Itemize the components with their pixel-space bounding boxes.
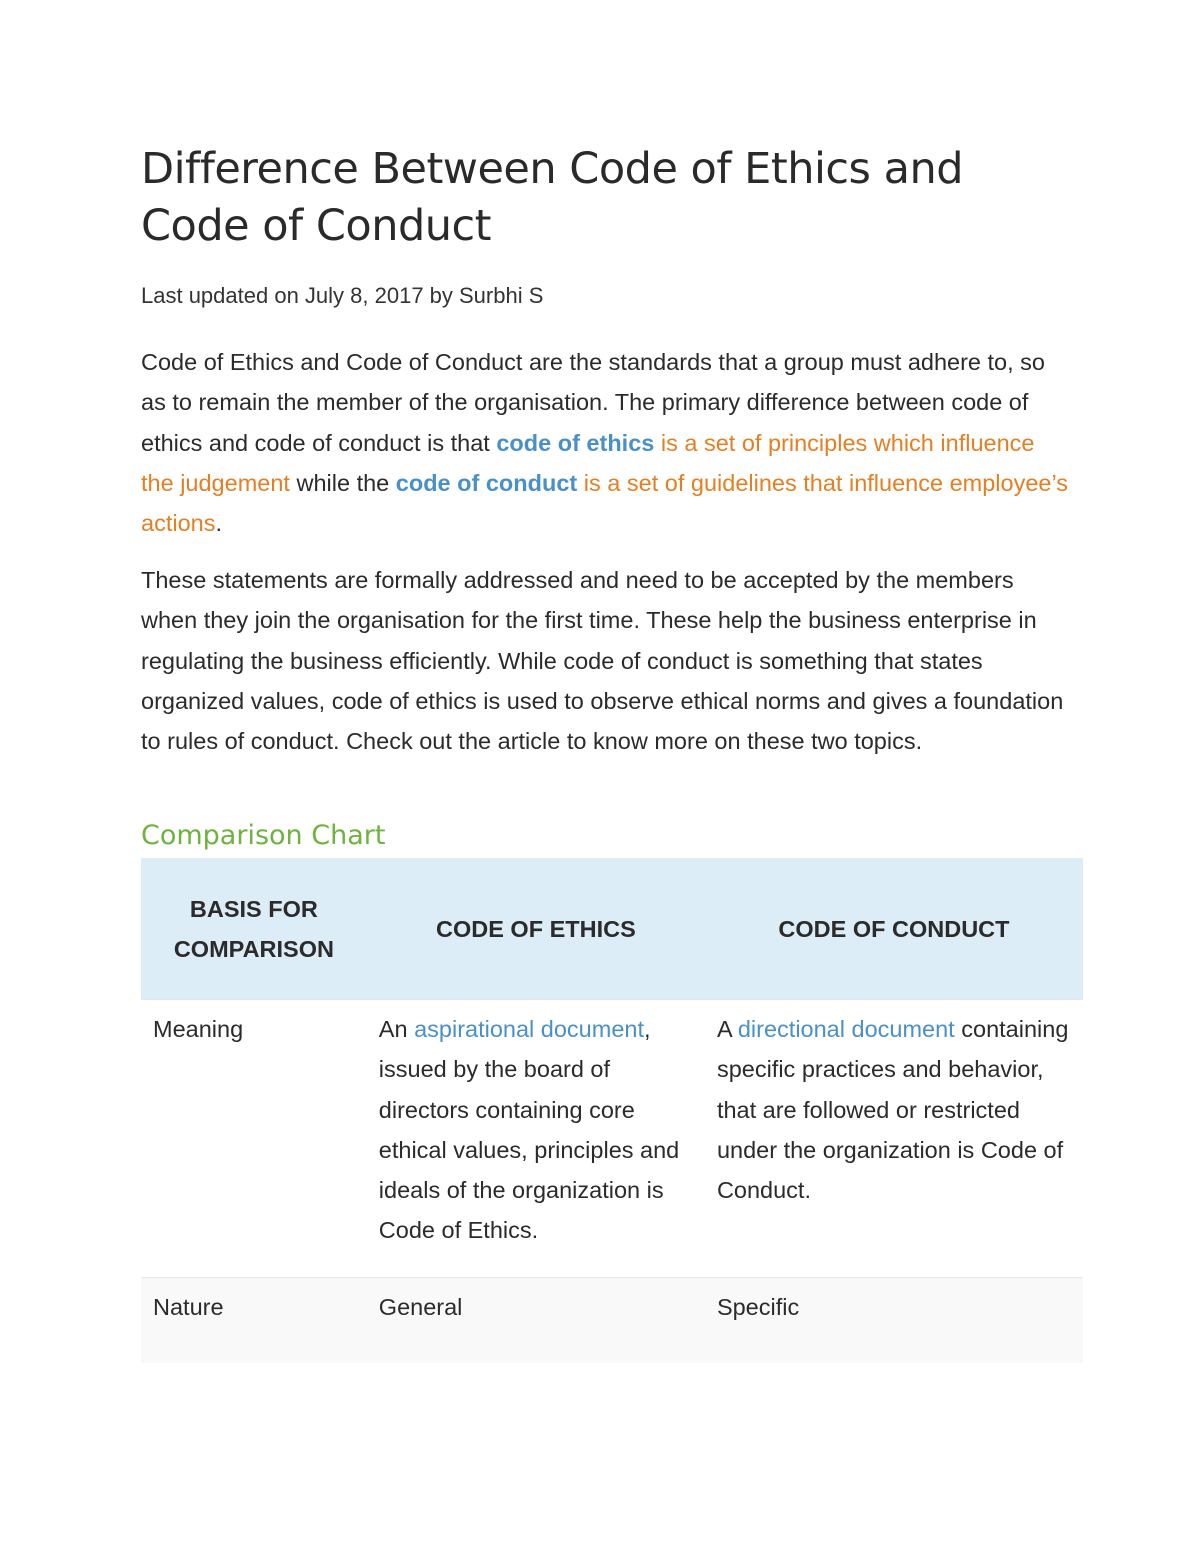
intro-text-1: Code of Ethics and Code of Conduct are the standards that a group must adhere to, so as to remain the member of the organisation. The primary difference between code of ethics and code of conduct is that xyxy=(141,349,1046,456)
comparison-table xyxy=(141,858,1083,1363)
body-paragraph: These statements are formally addressed and need to be accepted by the members when they join the organisation for the first time. These help the business enterprise in regulating the business efficiently. While code of conduct is something that states organized values, code of ethics is used to observe ethical norms and gives a foundation to rules of conduct. Check out the article to know more on these two topics. xyxy=(141,567,1064,755)
table-row xyxy=(141,1000,1083,1278)
page-title: Difference Between Code of Ethics and Code of Conduct xyxy=(141,144,964,251)
directional-document-link[interactable]: directional document xyxy=(737,1016,955,1042)
code-of-conduct-link[interactable]: code of conduct xyxy=(395,469,578,496)
table-header-row xyxy=(141,858,1083,1000)
row-nature-basis: Nature xyxy=(141,1277,367,1363)
intro-text-2: while the xyxy=(289,469,396,496)
section-title: Comparison Chart xyxy=(141,820,386,851)
row-nature-ethics: General xyxy=(367,1277,705,1363)
ethics-definition-highlight: is a set of principles which influence the judgement xyxy=(141,429,1035,496)
aspirational-document-link[interactable]: aspirational document xyxy=(414,1016,644,1042)
intro-text-3: . xyxy=(215,510,222,537)
header-code-of-conduct: CODE OF CONDUCT xyxy=(705,858,1083,1000)
cell-text: A xyxy=(716,1016,738,1042)
cell-text: An xyxy=(378,1016,415,1042)
cell-text: , issued by the board of directors containing core ethical values, principles and ideals of the organization is Code of Ethics. xyxy=(378,1016,680,1244)
table-row xyxy=(141,1277,1083,1363)
cell-text: containing specific practices and behavior, that are followed or restricted under the organization is Code of Conduct. xyxy=(716,1016,1069,1204)
row-meaning-basis: Meaning xyxy=(141,1000,367,1278)
header-code-of-ethics: CODE OF ETHICS xyxy=(367,858,705,1000)
intro-paragraph xyxy=(141,342,1071,543)
header-basis: BASIS FOR COMPARISON xyxy=(141,858,367,1000)
code-of-ethics-link[interactable]: code of ethics xyxy=(496,429,655,456)
post-meta: Last updated on July 8, 2017 by Surbhi S xyxy=(141,283,544,308)
row-nature-conduct: Specific xyxy=(705,1277,1083,1363)
conduct-definition-highlight: is a set of guidelines that influence employee’s actions xyxy=(141,469,1069,537)
row-meaning-conduct xyxy=(705,1000,1083,1278)
row-meaning-ethics xyxy=(367,1000,705,1278)
